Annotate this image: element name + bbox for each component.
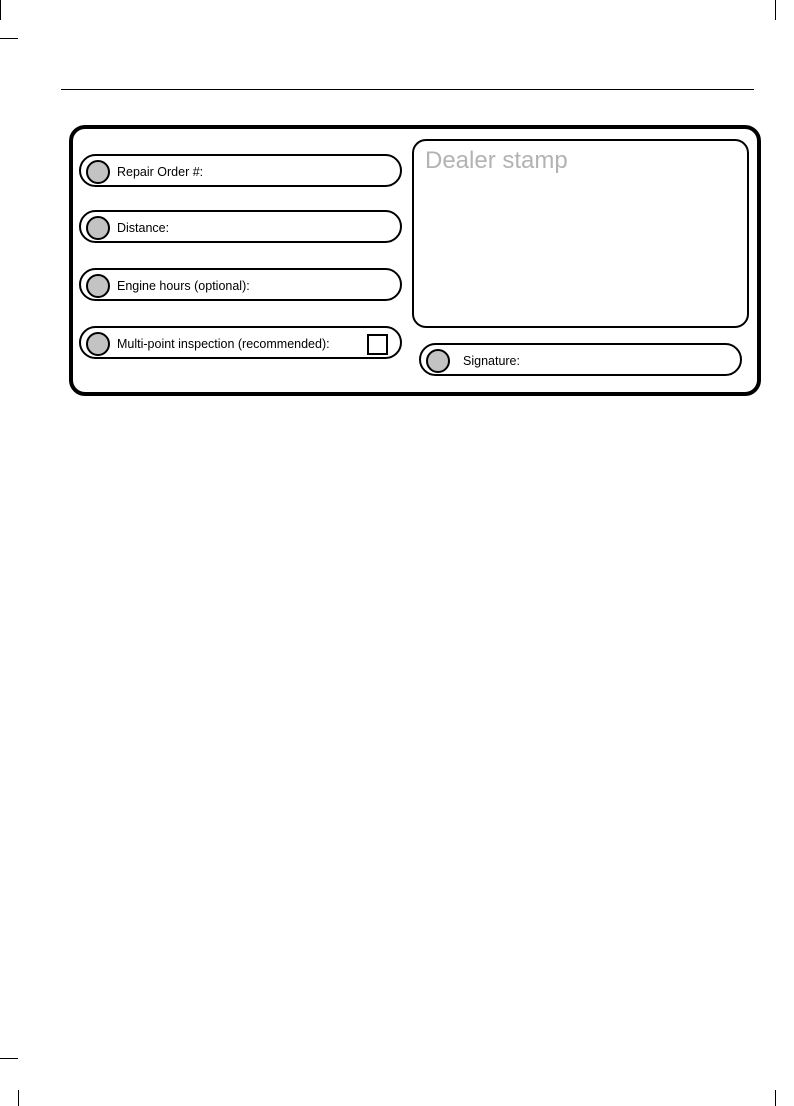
distance-field[interactable] xyxy=(79,210,402,243)
signature-field[interactable] xyxy=(419,343,742,376)
field-marker-icon xyxy=(426,349,450,373)
signature-label: Signature: xyxy=(463,354,520,368)
engine-hours-label: Engine hours (optional): xyxy=(117,279,250,293)
distance-label: Distance: xyxy=(117,221,170,235)
field-marker-icon xyxy=(86,216,110,240)
field-marker-icon xyxy=(86,160,110,184)
header-rule xyxy=(61,89,754,90)
engine-hours-field[interactable] xyxy=(79,268,402,301)
repair-order-label: Repair Order #: xyxy=(117,165,204,179)
crop-mark-left-edge-bottom xyxy=(0,1058,18,1059)
dealer-stamp-title: Dealer stamp xyxy=(425,147,568,174)
multi-point-inspection-field xyxy=(79,326,402,359)
crop-mark-bottom-left xyxy=(18,1090,19,1106)
field-marker-icon xyxy=(86,332,110,356)
multi-point-inspection-checkbox[interactable] xyxy=(367,334,388,355)
field-marker-icon xyxy=(86,274,110,298)
crop-mark-left-edge-top xyxy=(0,38,18,39)
multi-point-inspection-label: Multi-point inspection (recommended): xyxy=(117,337,330,351)
crop-mark-top-left xyxy=(0,0,1,20)
dealer-stamp-box xyxy=(412,139,749,328)
crop-mark-bottom-right xyxy=(775,1090,776,1106)
crop-mark-top-right xyxy=(775,0,776,20)
repair-order-field[interactable] xyxy=(79,154,402,187)
